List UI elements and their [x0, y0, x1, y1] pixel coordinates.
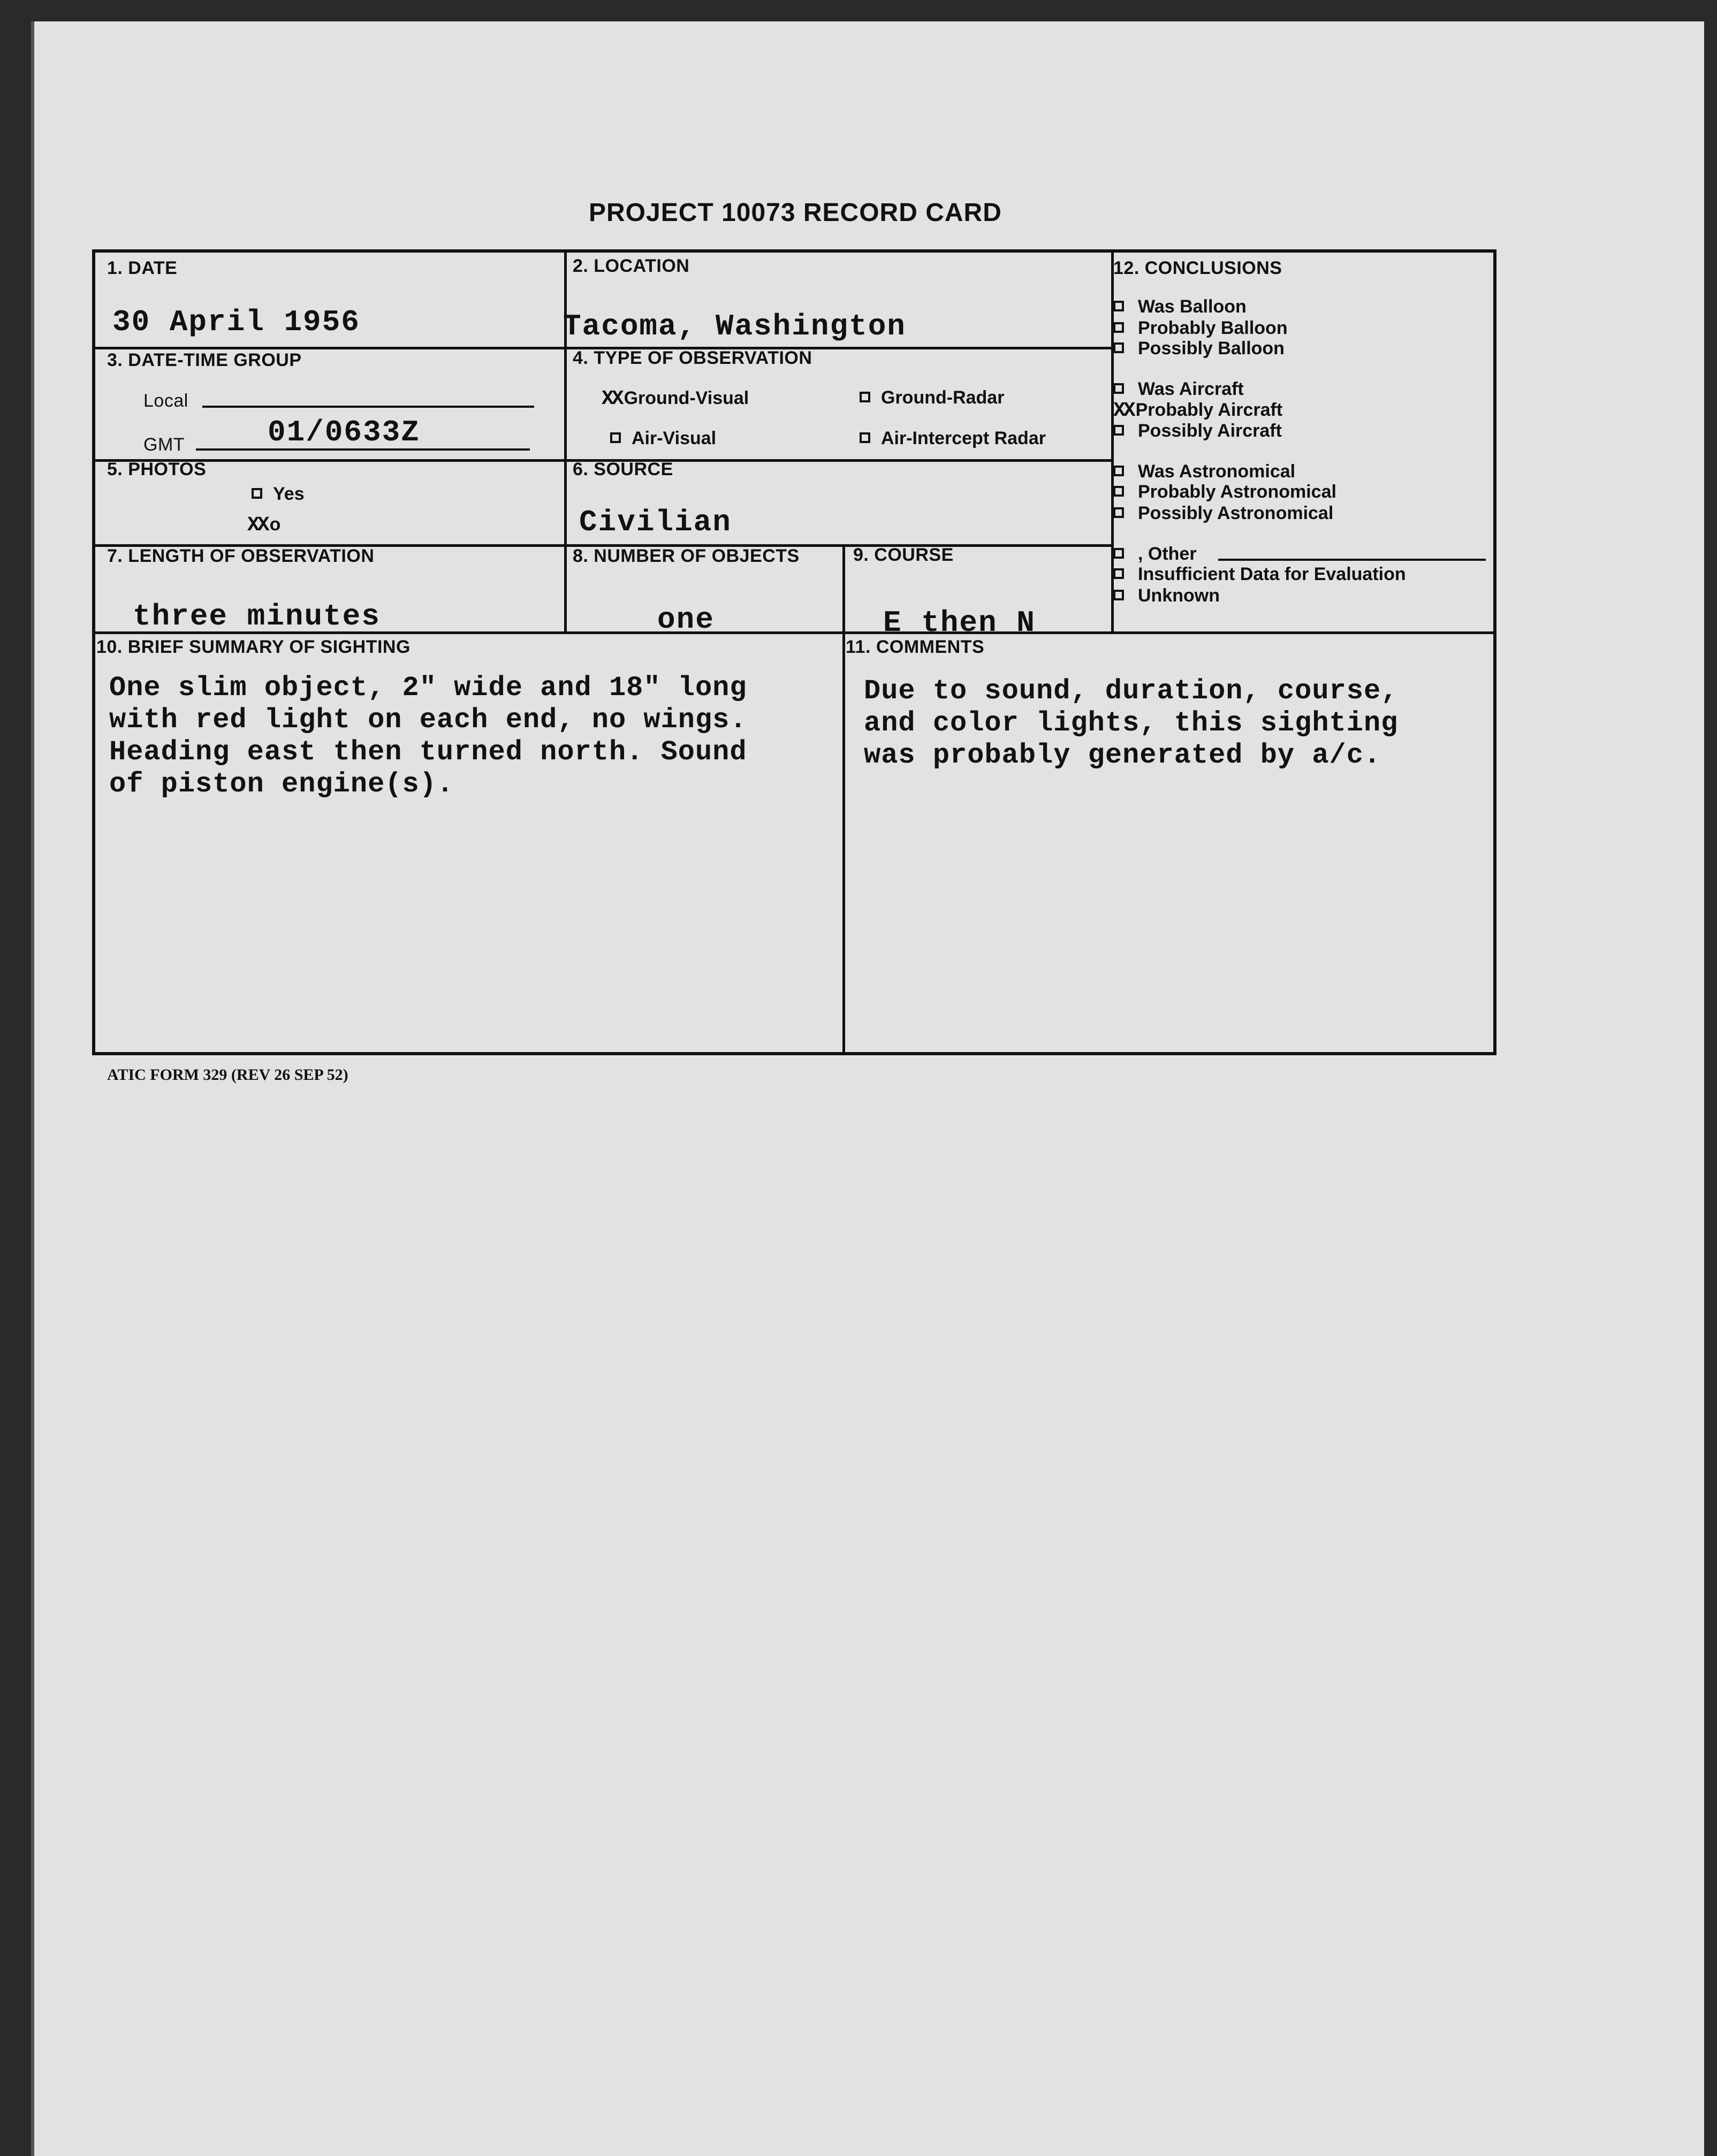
possibly-aircraft-checkbox: [1113, 425, 1124, 436]
probably-aircraft-mark: XX: [1113, 399, 1134, 422]
source-value: Civilian: [579, 505, 732, 539]
form-number: ATIC FORM 329 (REV 26 SEP 52): [107, 1066, 348, 1084]
possibly-balloon-text: Possibly Balloon: [1138, 338, 1285, 359]
was-astronomical-option: [1113, 461, 1295, 482]
air-visual-option: [610, 428, 716, 449]
probably-balloon-checkbox: [1113, 322, 1124, 333]
photos-label: 5. PHOTOS: [107, 459, 207, 479]
local-underline: [202, 406, 534, 408]
air-intercept-radar-option: [860, 428, 1046, 449]
other-underline: [1218, 559, 1486, 561]
probably-aircraft-option: [1113, 399, 1282, 422]
gmt-value: 01/0633Z: [268, 415, 420, 450]
summary-line: Heading east then turned north. Sound: [109, 736, 747, 768]
summary-line: One slim object, 2" wide and 18" long: [109, 672, 747, 704]
summary-line: with red light on each end, no wings.: [109, 704, 747, 736]
was-aircraft-option: [1113, 379, 1244, 400]
comments-text: [864, 675, 1398, 772]
other-option: [1113, 544, 1197, 565]
photos-no-option: [247, 514, 280, 537]
insufficient-data-checkbox: [1113, 568, 1124, 579]
ground-radar-checkbox: [860, 392, 870, 402]
course-label: 9. COURSE: [853, 545, 954, 565]
ground-visual-text: Ground-Visual: [624, 388, 749, 408]
summary-line: of piston engine(s).: [109, 768, 454, 800]
photos-yes-text: Yes: [273, 484, 305, 504]
ground-radar-option: [860, 387, 1004, 408]
other-text: , Other: [1138, 544, 1197, 564]
ground-radar-text: Ground-Radar: [881, 387, 1005, 408]
date-time-group-label: 3. DATE-TIME GROUP: [107, 350, 302, 370]
possibly-astronomical-checkbox: [1113, 507, 1124, 518]
comments-label: 11. COMMENTS: [846, 637, 985, 657]
date-label: 1. DATE: [107, 258, 178, 278]
possibly-astronomical-text: Possibly Astronomical: [1138, 503, 1334, 523]
photos-yes-option: [252, 484, 305, 505]
source-label: 6. SOURCE: [573, 459, 673, 479]
comments-line: was probably generated by a/c.: [864, 740, 1381, 771]
was-aircraft-text: Was Aircraft: [1138, 379, 1244, 399]
insufficient-data-text: Insufficient Data for Evaluation: [1138, 564, 1406, 584]
air-visual-text: Air-Visual: [632, 428, 717, 448]
number-of-objects-label: 8. NUMBER OF OBJECTS: [573, 546, 800, 566]
was-astronomical-text: Was Astronomical: [1138, 461, 1296, 482]
conclusions-label: 12. CONCLUSIONS: [1113, 258, 1282, 278]
comments-line: and color lights, this sighting: [864, 707, 1399, 739]
probably-aircraft-text: Probably Aircraft: [1135, 400, 1283, 420]
air-intercept-radar-checkbox: [860, 432, 870, 443]
probably-balloon-option: [1113, 318, 1288, 339]
summary-text: [109, 672, 747, 801]
gmt-label: GMT: [143, 435, 185, 455]
possibly-aircraft-option: [1113, 421, 1282, 441]
probably-astronomical-checkbox: [1113, 486, 1124, 497]
ground-visual-mark: XX: [602, 387, 622, 410]
possibly-balloon-option: [1113, 338, 1285, 359]
comments-line: Due to sound, duration, course,: [864, 675, 1399, 707]
other-checkbox: [1113, 548, 1124, 559]
type-of-observation-label: 4. TYPE OF OBSERVATION: [573, 348, 812, 368]
was-astronomical-checkbox: [1113, 466, 1124, 476]
number-of-objects-value: one: [657, 603, 715, 637]
probably-astronomical-text: Probably Astronomical: [1138, 482, 1336, 502]
unknown-checkbox: [1113, 590, 1124, 600]
probably-balloon-text: Probably Balloon: [1138, 318, 1288, 338]
photos-no-mark: XX: [247, 514, 268, 537]
photos-yes-checkbox: [252, 488, 262, 499]
unknown-option: [1113, 585, 1220, 606]
course-value: E then N: [883, 606, 1036, 640]
possibly-astronomical-option: [1113, 503, 1333, 524]
length-of-observation-value: three minutes: [133, 599, 381, 634]
local-label: Local: [143, 391, 188, 411]
unknown-text: Unknown: [1138, 585, 1220, 606]
probably-astronomical-option: [1113, 482, 1336, 502]
summary-label: 10. BRIEF SUMMARY OF SIGHTING: [96, 637, 411, 657]
ground-visual-option: [602, 387, 749, 410]
was-aircraft-checkbox: [1113, 383, 1124, 394]
photos-no-text: o: [269, 514, 281, 535]
possibly-balloon-checkbox: [1113, 342, 1124, 353]
was-balloon-text: Was Balloon: [1138, 296, 1247, 317]
was-balloon-checkbox: [1113, 301, 1124, 311]
was-balloon-option: [1113, 296, 1247, 317]
length-of-observation-label: 7. LENGTH OF OBSERVATION: [107, 546, 375, 566]
air-visual-checkbox: [610, 432, 621, 443]
location-value: Tacoma, Washington: [563, 309, 906, 344]
date-value: 30 April 1956: [112, 305, 360, 339]
possibly-aircraft-text: Possibly Aircraft: [1138, 421, 1282, 441]
location-label: 2. LOCATION: [573, 256, 690, 276]
air-intercept-radar-text: Air-Intercept Radar: [881, 428, 1046, 448]
card-title: PROJECT 10073 RECORD CARD: [589, 199, 1002, 227]
insufficient-data-option: [1113, 564, 1406, 585]
divider-col-objects: [842, 546, 845, 1054]
